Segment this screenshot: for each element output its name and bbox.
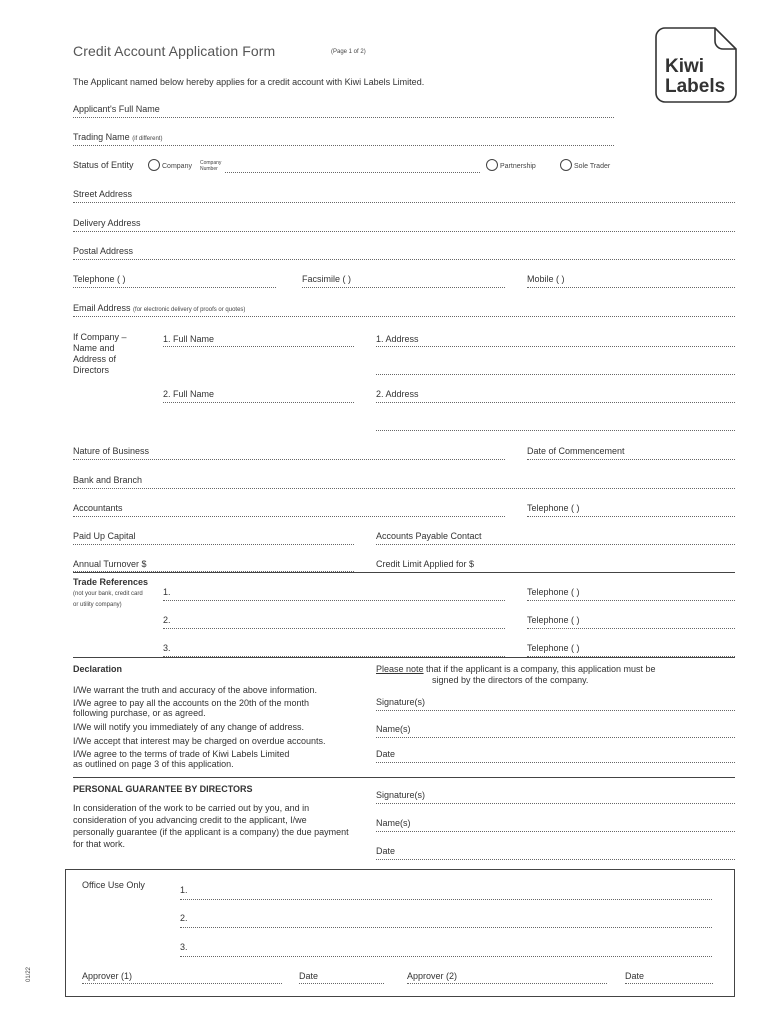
reference2-telephone-label: Telephone ( ) — [527, 615, 580, 625]
trading-name-label: Trading Name (if different) — [73, 132, 163, 142]
company-label: Company — [162, 163, 192, 170]
postal-address-field[interactable] — [73, 259, 735, 260]
payable-contact-field[interactable] — [376, 544, 735, 545]
office-item1-field[interactable] — [180, 899, 712, 900]
sole-trader-radio[interactable] — [560, 159, 572, 171]
commencement-field[interactable] — [527, 459, 735, 460]
delivery-address-field[interactable] — [73, 231, 735, 232]
director1-name-label: 1. Full Name — [163, 334, 215, 344]
reference3-telephone-label: Telephone ( ) — [527, 643, 580, 653]
full-name-label: Applicant's Full Name — [73, 104, 160, 114]
guarantee-line-3: personally guarantee (if the applicant is a company) the due payment — [73, 827, 349, 837]
approver1-date-label: Date — [299, 971, 319, 981]
reference1-field[interactable] — [163, 600, 505, 601]
company-number-field[interactable] — [225, 172, 480, 173]
partnership-label: Partnership — [500, 163, 536, 170]
commencement-label: Date of Commencement — [527, 446, 625, 456]
nature-of-business-label: Nature of Business — [73, 446, 150, 456]
guarantee-title: PERSONAL GUARANTEE BY DIRECTORS — [73, 784, 253, 794]
approver1-date-field[interactable] — [299, 983, 384, 984]
director1-name-field[interactable] — [163, 346, 354, 347]
declaration-title: Declaration — [73, 664, 123, 674]
reference2-telephone-field[interactable] — [527, 628, 735, 629]
declaration-line-1: I/We warrant the truth and accuracy of the above information. — [73, 685, 317, 695]
declaration-signatures-field[interactable] — [376, 710, 735, 711]
reference3-label: 3. — [163, 643, 171, 653]
approver2-date-label: Date — [625, 971, 645, 981]
guarantee-line-1: In consideration of the work to be carried out by you, and in — [73, 803, 310, 813]
guarantee-names-label: Name(s) — [376, 818, 411, 828]
facsimile-field[interactable] — [302, 287, 505, 288]
accountants-field[interactable] — [73, 516, 505, 517]
facsimile-label: Facsimile ( ) — [302, 274, 351, 284]
director1-address-field-2[interactable] — [376, 374, 735, 375]
guarantee-names-field[interactable] — [376, 831, 735, 832]
director2-name-label: 2. Full Name — [163, 389, 215, 399]
please-note-text: Please note that if the applicant is a company, this application must be — [376, 664, 656, 674]
declaration-date-field[interactable] — [376, 762, 735, 763]
office-item2-label: 2. — [180, 913, 188, 923]
guarantee-line-4: for that work. — [73, 839, 126, 849]
page-indicator: (Page 1 of 2) — [331, 49, 366, 55]
declaration-names-label: Name(s) — [376, 724, 411, 734]
nature-of-business-field[interactable] — [73, 459, 505, 460]
telephone-field[interactable] — [73, 287, 276, 288]
paid-up-capital-label: Paid Up Capital — [73, 531, 136, 541]
paid-up-capital-field[interactable] — [73, 544, 354, 545]
directors-label-1: If Company – — [73, 332, 127, 342]
director1-address-field[interactable] — [376, 346, 735, 347]
bank-branch-label: Bank and Branch — [73, 475, 143, 485]
telephone-label: Telephone ( ) — [73, 274, 126, 284]
guarantee-signatures-field[interactable] — [376, 803, 735, 804]
office-use-title: Office Use Only — [82, 880, 145, 890]
delivery-address-label: Delivery Address — [73, 218, 141, 228]
approver2-date-field[interactable] — [625, 983, 713, 984]
trade-references-note-2: or utility company) — [73, 602, 122, 608]
accountants-telephone-label: Telephone ( ) — [527, 503, 580, 513]
bank-branch-field[interactable] — [73, 488, 735, 489]
street-address-label: Street Address — [73, 189, 133, 199]
full-name-field[interactable] — [73, 117, 614, 118]
logo-text-line1: Kiwi — [665, 56, 705, 77]
guarantee-line-2: consideration of you advancing credit to the applicant, I/we — [73, 815, 307, 825]
email-label: Email Address (for electronic delivery of proofs or quotes) — [73, 303, 246, 313]
office-item2-field[interactable] — [180, 927, 712, 928]
declaration-names-field[interactable] — [376, 737, 735, 738]
office-item1-label: 1. — [180, 885, 188, 895]
reference1-telephone-label: Telephone ( ) — [527, 587, 580, 597]
company-number-label-2: Number — [200, 166, 218, 172]
company-number-label-1: Company — [200, 160, 222, 166]
sole-trader-label: Sole Trader — [574, 163, 611, 170]
approver2-label: Approver (2) — [407, 971, 458, 981]
reference1-label: 1. — [163, 587, 171, 597]
approver2-field[interactable] — [407, 983, 607, 984]
form-version-code: 01/22 — [26, 966, 32, 982]
email-field[interactable] — [73, 316, 735, 317]
section-divider — [73, 572, 735, 573]
declaration-line-4: I/We accept that interest may be charged on overdue accounts. — [73, 736, 326, 746]
section-divider-3 — [73, 777, 735, 778]
director2-address-field-2[interactable] — [376, 430, 735, 431]
intro-text: The Applicant named below hereby applies for a credit account with Kiwi Labels Limited. — [73, 77, 425, 87]
directors-label-3: Address of — [73, 354, 117, 364]
accountants-label: Accountants — [73, 503, 123, 513]
accountants-telephone-field[interactable] — [527, 516, 735, 517]
street-address-field[interactable] — [73, 202, 735, 203]
trade-references-note-1: (not your bank, credit card — [73, 591, 143, 597]
reference1-telephone-field[interactable] — [527, 600, 735, 601]
reference2-label: 2. — [163, 615, 171, 625]
declaration-line-5a: I/We agree to the terms of trade of Kiwi Labels Limited — [73, 749, 290, 759]
logo-text-line2: Labels — [665, 76, 726, 97]
postal-address-label: Postal Address — [73, 246, 134, 256]
company-radio[interactable] — [148, 159, 160, 171]
declaration-line-5b: as outlined on page 3 of this application. — [73, 759, 234, 769]
credit-limit-label: Credit Limit Applied for $ — [376, 559, 475, 569]
kiwi-labels-logo — [655, 27, 737, 103]
partnership-radio[interactable] — [486, 159, 498, 171]
mobile-field[interactable] — [527, 287, 735, 288]
directors-label-4: Directors — [73, 365, 110, 375]
annual-turnover-label: Annual Turnover $ — [73, 559, 147, 569]
director2-name-field[interactable] — [163, 402, 354, 403]
please-note-line2: signed by the directors of the company. — [432, 675, 589, 685]
declaration-line-2a: I/We agree to pay all the accounts on the 20th of the month — [73, 698, 309, 708]
reference2-field[interactable] — [163, 628, 505, 629]
guarantee-signatures-label: Signature(s) — [376, 790, 426, 800]
guarantee-date-field[interactable] — [376, 859, 735, 860]
section-divider-2 — [73, 657, 735, 658]
declaration-line-2b: following purchase, or as agreed. — [73, 708, 206, 718]
director2-address-field[interactable] — [376, 402, 735, 403]
declaration-signatures-label: Signature(s) — [376, 697, 426, 707]
approver1-label: Approver (1) — [82, 971, 133, 981]
payable-contact-label: Accounts Payable Contact — [376, 531, 482, 541]
status-label: Status of Entity — [73, 160, 134, 170]
guarantee-date-label: Date — [376, 846, 396, 856]
declaration-date-label: Date — [376, 749, 396, 759]
office-item3-field[interactable] — [180, 956, 712, 957]
trade-references-title: Trade References — [73, 577, 149, 587]
approver1-field[interactable] — [82, 983, 282, 984]
director1-address-label: 1. Address — [376, 334, 419, 344]
directors-label-2: Name and — [73, 343, 115, 353]
director2-address-label: 2. Address — [376, 389, 419, 399]
trading-name-field[interactable] — [73, 145, 614, 146]
declaration-line-3: I/We will notify you immediately of any change of address. — [73, 722, 304, 732]
form-title: Credit Account Application Form — [73, 43, 276, 59]
mobile-label: Mobile ( ) — [527, 274, 565, 284]
office-item3-label: 3. — [180, 942, 188, 952]
